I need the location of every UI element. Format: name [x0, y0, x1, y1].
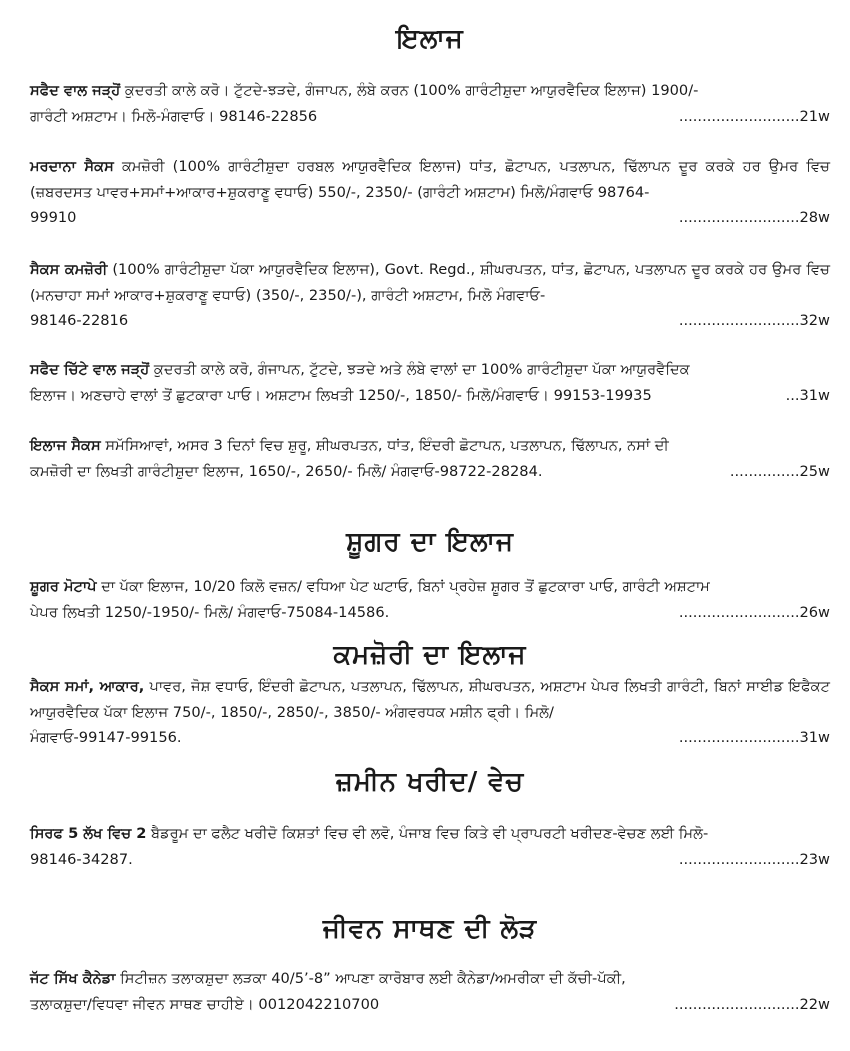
- ad-lead: ਸਿਰਫ 5 ਲੱਖ ਵਿਚ 2: [30, 825, 147, 842]
- ad-text: ਪਾਵਰ, ਜੋਸ਼ ਵਧਾਓ, ਇੰਦਰੀ ਛੋਟਾਪਨ, ਪਤਲਾਪਨ, ਢਿੱਲਾਪਨ, ਸ਼ੀਘਰਪਤਨ, ਅਸ਼ਟਾਮ ਪੇਪਰ ਲਿਖਤੀ ਗਾਰੰਟੀ, ਬਿਨਾਂ ਸਾਈਡ ਇਫੈਕਟ ਆਯੁਰਵੈਦਿਕ ਪੱਕਾ ਇਲਾਜ 750/-, 1850/-, 2850/-, 3850/- ਅੰਗਵਰਧਕ ਮਸ਼ੀਨ ਫ੍ਰੀ। ਮਿਲੋ/: [30, 678, 830, 721]
- section-heading-sugar: ਸ਼ੂਗਰ ਦਾ ਇਲਾਜ: [346, 527, 514, 557]
- ad-lead: ਸੈਕਸ ਕਮਜ਼ੋਰੀ: [30, 261, 108, 278]
- ad-text: ਬੈਡਰੂਮ ਦਾ ਫਲੈਟ ਖਰੀਦੋ ਕਿਸ਼ਤਾਂ ਵਿਚ ਵੀ ਲਵੋ, ਪੰਜਾਬ ਵਿਚ ਕਿਤੇ ਵੀ ਪ੍ਰਾਪਰਟੀ ਖਰੀਦਣ-ਵੇਚਣ ਲਈ ਮਿਲੋ-: [146, 825, 709, 842]
- ad-last-line: [30, 847, 830, 873]
- ad-contact: ਇਲਾਜ। ਅਣਚਾਹੇ ਵਾਲਾਂ ਤੋਂ ਛੁਟਕਾਰਾ ਪਾਓ। ਅਸ਼ਟਾਮ ਲਿਖਤੀ 1250/-, 1850/- ਮਿਲੋ/ਮੰਗਵਾਓ। 99153-19935: [30, 386, 652, 404]
- classifieds-page: [30, 0, 830, 1051]
- ad-text: ਦਾ ਪੱਕਾ ਇਲਾਜ, 10/20 ਕਿਲੋ ਵਜ਼ਨ/ ਵਧਿਆ ਪੇਟ ਘਟਾਓ, ਬਿਨਾਂ ਪ੍ਰਹੇਜ਼ ਸ਼ੂਗਰ ਤੋਂ ਛੁਟਕਾਰਾ ਪਾਓ, ਗਾਰੰਟੀ ਅਸ਼ਟਾਮ: [96, 578, 710, 595]
- ad-code: ...31w: [785, 386, 830, 404]
- ad-contact: ਪੇਪਰ ਲਿਖਤੀ 1250/-1950/- ਮਿਲੋ/ ਮੰਗਵਾਓ-75084-14586.: [30, 603, 390, 621]
- ad-lead: ਜੱਟ ਸਿੱਖ ਕੈਨੇਡਾ: [30, 970, 116, 987]
- ad-code: ..........................31w: [678, 729, 830, 746]
- ad-lead: ਇਲਾਜ ਸੈਕਸ: [30, 437, 101, 454]
- classified-ad: [30, 966, 830, 1017]
- ad-contact: ਗਾਰੰਟੀ ਅਸ਼ਟਾਮ। ਮਿਲੋ-ਮੰਗਵਾਓ। 98146-22856: [30, 107, 318, 125]
- section-heading-weakness: ਕਮਜ਼ੋਰੀ ਦਾ ਇਲਾਜ: [333, 640, 527, 670]
- classified-ad: [30, 78, 830, 129]
- ad-code: ..........................32w: [678, 312, 830, 329]
- classified-ad: [30, 357, 830, 408]
- classified-ad: [30, 433, 830, 484]
- classified-ad: [30, 257, 830, 334]
- classified-ad: [30, 821, 830, 872]
- ad-last-line: [30, 600, 830, 626]
- ad-text: ਸਿਟੀਜ਼ਨ ਤਲਾਕਸ਼ੁਦਾ ਲੜਕਾ 40/5’-8” ਆਪਣਾ ਕਾਰੋਬਾਰ ਲਈ ਕੈਨੇਡਾ/ਅਮਰੀਕਾ ਦੀ ਕੱਚੀ-ਪੱਕੀ,: [115, 970, 626, 987]
- ad-contact: 98146-22816: [30, 312, 129, 329]
- section-heading-life-partner: ਜੀਵਨ ਸਾਥਣ ਦੀ ਲੋੜ: [322, 914, 538, 944]
- classified-ad: [30, 574, 830, 625]
- ad-last-line: [30, 992, 830, 1018]
- ad-last-line: [30, 725, 830, 751]
- ad-text: ਸਮੱਸਿਆਵਾਂ, ਅਸਰ 3 ਦਿਨਾਂ ਵਿਚ ਸ਼ੁਰੂ, ਸ਼ੀਘਰਪਤਨ, ਧਾਂਤ, ਇੰਦਰੀ ਛੋਟਾਪਨ, ਪਤਲਾਪਨ, ਢਿੱਲਾਪਨ, ਨਸਾਂ ਦੀ: [100, 437, 669, 454]
- ad-last-line: [30, 104, 830, 130]
- ad-code: ...............25w: [729, 462, 830, 480]
- ad-text: ਕਮਜ਼ੋਰੀ (100% ਗਾਰੰਟੀਸ਼ੁਦਾ ਹਰਬਲ ਆਯੁਰਵੈਦਿਕ ਇਲਾਜ) ਧਾਂਤ, ਛੋਟਾਪਨ, ਪਤਲਾਪਨ, ਢਿੱਲਾਪਨ ਦੂਰ ਕਰਕੇ ਹਰ ਉਮਰ ਵਿਚ (ਜ਼ਬਰਦਸਤ ਪਾਵਰ+ਸਮਾਂ+ਆਕਾਰ+ਸ਼ੁਕਰਾਣੂ ਵਧਾਓ) 550/-, 2350/- (ਗਾਰੰਟੀ ਅਸ਼ਟਾਮ) ਮਿਲੋ/ਮੰਗਵਾਓ 98764-: [30, 158, 830, 201]
- ad-contact: ਤਲਾਕਸ਼ੁਦਾ/ਵਿਧਵਾ ਜੀਵਨ ਸਾਥਣ ਚਾਹੀਏ। 0012042210700: [30, 995, 380, 1013]
- ad-text: ਕੁਦਰਤੀ ਕਾਲੇ ਕਰੋ, ਗੰਜਾਪਨ, ਟੁੱਟਦੇ, ਝੜਦੇ ਅਤੇ ਲੰਬੇ ਵਾਲਾਂ ਦਾ 100% ਗਾਰੰਟੀਸ਼ੁਦਾ ਪੱਕਾ ਆਯੁਰਵੈਦਿਕ: [149, 361, 690, 378]
- ad-code: ..........................23w: [678, 850, 830, 868]
- ad-contact: ਕਮਜ਼ੋਰੀ ਦਾ ਲਿਖਤੀ ਗਾਰੰਟੀਸ਼ੁਦਾ ਇਲਾਜ, 1650/-, 2650/- ਮਿਲੋ/ ਮੰਗਵਾਓ-98722-28284.: [30, 462, 543, 480]
- classified-ad: [30, 674, 830, 751]
- ad-code: ..........................21w: [678, 107, 830, 125]
- ad-contact: 99910: [30, 209, 77, 226]
- ad-lead: ਸਫੈਦ ਚਿੱਟੇ ਵਾਲ ਜੜ੍ਹੋਂ: [30, 361, 150, 378]
- ad-lead: ਸਫੈਦ ਵਾਲ ਜੜ੍ਹੋਂ: [30, 82, 121, 99]
- section-heading-land: ਜ਼ਮੀਨ ਖਰੀਦ/ ਵੇਚ: [335, 767, 525, 797]
- ad-contact: ਮੰਗਵਾਓ-99147-99156.: [30, 729, 182, 746]
- ad-code: ..........................28w: [678, 209, 830, 226]
- ad-lead: ਸ਼ੂਗਰ ਮੋਟਾਪੇ: [30, 578, 97, 595]
- ad-contact: 98146-34287.: [30, 850, 133, 868]
- ad-lead: ਮਰਦਾਨਾ ਸੈਕਸ: [30, 158, 114, 175]
- ad-last-line: [30, 383, 830, 409]
- ad-code: ...........................22w: [674, 995, 830, 1013]
- ad-last-line: [30, 459, 830, 485]
- ad-text: ਕੁਦਰਤੀ ਕਾਲੇ ਕਰੋ। ਟੁੱਟਦੇ-ਝੜਦੇ, ਗੰਜਾਪਨ, ਲੰਬੇ ਕਰਨ (100% ਗਾਰੰਟੀਸ਼ੁਦਾ ਆਯੁਰਵੈਦਿਕ ਇਲਾਜ) 1900/-: [120, 82, 699, 99]
- ad-text: (100% ਗਾਰੰਟੀਸ਼ੁਦਾ ਪੱਕਾ ਆਯੁਰਵੈਦਿਕ ਇਲਾਜ), Govt. Regd., ਸ਼ੀਘਰਪਤਨ, ਧਾਂਤ, ਛੋਟਾਪਨ, ਪਤਲਾਪਨ ਦੂਰ ਕਰਕੇ ਹਰ ਉਮਰ ਵਿਚ (ਮਨਚਾਹਾ ਸਮਾਂ ਆਕਾਰ+ਸ਼ੁਕਰਾਣੂ ਵਧਾਓ) (350/-, 2350/-), ਗਾਰੰਟੀ ਅਸ਼ਟਾਮ, ਮਿਲੋ ਮੰਗਵਾਓ-: [30, 261, 830, 304]
- ad-last-line: [30, 205, 830, 231]
- ad-last-line: [30, 308, 830, 334]
- section-heading-treatment: ਇਲਾਜ: [396, 24, 464, 54]
- classified-ad: [30, 154, 830, 231]
- ad-lead: ਸੈਕਸ ਸਮਾਂ, ਆਕਾਰ,: [30, 678, 145, 695]
- ad-code: ..........................26w: [678, 603, 830, 621]
